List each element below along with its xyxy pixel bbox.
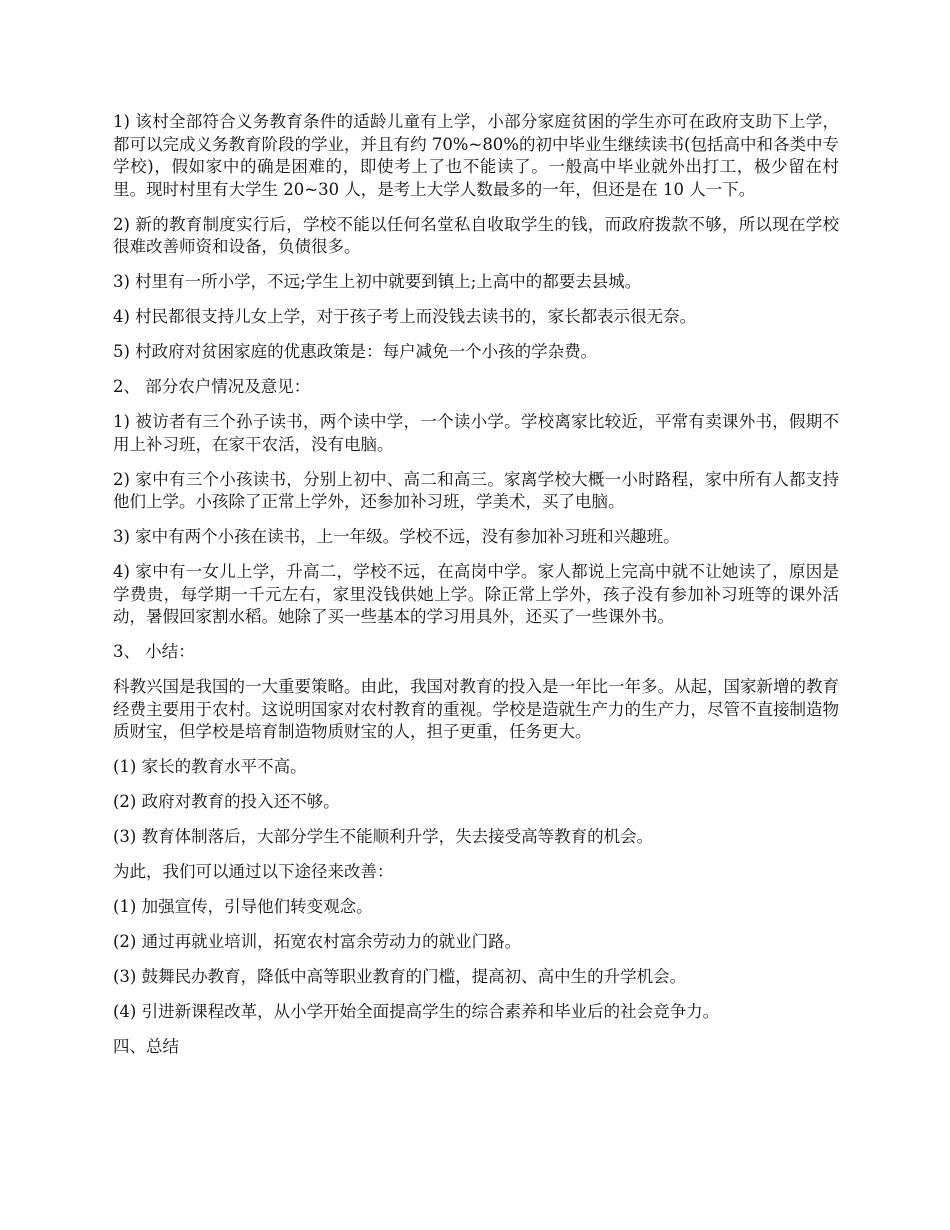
paragraph: 1) 被访者有三个孙子读书，两个读中学，一个读小学。学校离家比较近，平常有卖课外书，假期不用上补习班，在家干农活，没有电脑。 [113,412,839,454]
paragraph: 4) 村民都很支持儿女上学，对于孩子考上而没钱去读书的，家长都表示很无奈。 [113,307,697,326]
paragraph: 3) 村里有一所小学，不远;学生上初中就要到镇上;上高中的都要去县城。 [113,272,642,291]
paragraph: 4) 家中有一女儿上学，升高二，学校不远，在高岗中学。家人都说上完高中就不让她读了，原因是学费贵，每学期一千元左右，家里没钱供她上学。除正常上学外，孩子没有参加补习班等的课外活动，暑假回家割水稻。她除了买一些基本的学习用具外，还买了一些课外书。 [113,562,839,626]
paragraph: 2) 新的教育制度实行后，学校不能以任何名堂私自收取学生的钱，而政府拨款不够，所以现在学校很难改善师资和设备，负债很多。 [113,214,839,256]
paragraph: 为此，我们可以通过以下途径来改善： [113,862,394,881]
paragraph: (3) 教育体制落后，大部分学生不能顺利升学，失去接受高等教育的机会。 [113,827,654,846]
paragraph: (2) 政府对教育的投入还不够。 [113,792,340,811]
paragraph: 2) 家中有三个小孩读书，分别上初中、高二和高三。家离学校大概一小时路程，家中所有人都支持他们上学。小孩除了正常上学外，还参加补习班，学美术，买了电脑。 [113,469,839,511]
paragraph: (4) 引进新课程改革，从小学开始全面提高学生的综合素养和毕业后的社会竞争力。 [113,1002,720,1021]
paragraph: 科教兴国是我国的一大重要策略。由此，我国对教育的投入是一年比一年多。从起，国家新增的教育经费主要用于农村。这说明国家对农村教育的重视。学校是造就生产力的生产力，尽管不直接制造物质财宝，但学校是培育制造物质财宝的人，担子更重，任务更大。 [113,677,839,741]
paragraph: 1) 该村全部符合义务教育条件的适龄儿童有上学，小部分家庭贫困的学生亦可在政府支助下上学，都可以完成义务教育阶段的学业，并且有约 70%~80%的初中毕业生继续读书(包括高中和各类中专学校)，假如家中的确是困难的，即使考上了也不能读了。一般高中毕业就外出打工，极少留在村里。现时村里有大学生 20~30 人，是考上大学人数最多的一年，但还是在 10 人一下。 [113,112,839,199]
section-heading: 2、 部分农户情况及意见： [113,377,311,396]
section-heading: 四、总结 [113,1037,179,1056]
document-body [113,111,839,1071]
section-heading: 3、 小结： [113,642,195,661]
paragraph: (1) 加强宣传，引导他们转变观念。 [113,897,373,916]
paragraph: 5) 村政府对贫困家庭的优惠政策是：每户减免一个小孩的学杂费。 [113,342,598,361]
paragraph: (1) 家长的教育水平不高。 [113,757,307,776]
paragraph: 3) 家中有两个小孩在读书，上一年级。学校不远，没有参加补习班和兴趣班。 [113,527,680,546]
paragraph: (2) 通过再就业培训，拓宽农村富余劳动力的就业门路。 [113,932,522,951]
paragraph: (3) 鼓舞民办教育，降低中高等职业教育的门槛，提高初、高中生的升学机会。 [113,967,687,986]
